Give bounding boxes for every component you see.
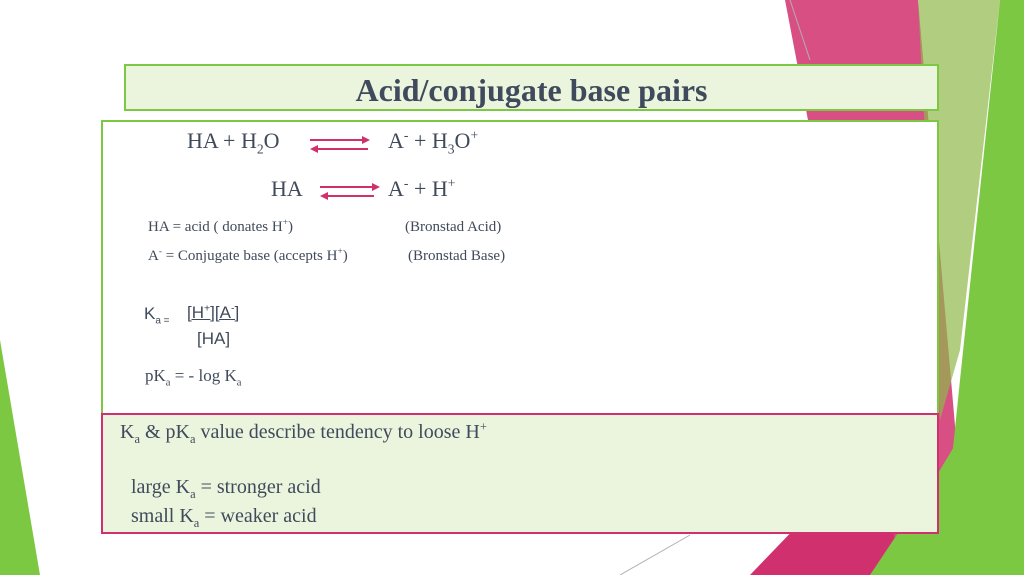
sum1-text: value describe tendency to loose H xyxy=(195,421,480,443)
def-base-plus: + xyxy=(337,247,343,257)
ka-numerator xyxy=(187,303,239,323)
ka-num-minus: - xyxy=(230,302,235,315)
eq1-rhs-o: O xyxy=(454,128,471,153)
eq1-rhs-h: + H xyxy=(408,128,448,153)
summary-line3 xyxy=(131,505,317,528)
equilibrium-arrows-1 xyxy=(308,136,372,154)
thin-line-bottom xyxy=(620,535,690,575)
summary-line1 xyxy=(120,421,487,444)
eq1-rhs-a: A xyxy=(388,128,404,153)
pka-formula xyxy=(145,366,242,389)
pka-sub-a2: a xyxy=(236,377,242,389)
sum1-sub2: a xyxy=(189,432,196,446)
eq1-rhs-sub3: 3 xyxy=(447,141,455,157)
left-green-shape xyxy=(0,340,40,575)
ka-num-plus: + xyxy=(204,302,211,315)
sum1-pk: & pK xyxy=(139,421,190,443)
ka-sub: a = xyxy=(155,315,170,327)
eq2-rhs-a: A xyxy=(388,176,404,201)
pka-pk: pK xyxy=(145,366,166,385)
def-base-a: A xyxy=(148,248,159,264)
eq1-lhs-text: HA + H xyxy=(187,128,257,153)
ka-denominator: [HA] xyxy=(197,329,231,348)
sum3-text: small K xyxy=(131,505,194,527)
pka-text: = - log K xyxy=(170,366,237,385)
definition-acid-label: (Bronstad Acid) xyxy=(405,219,502,235)
eq1-rhs-plus: + xyxy=(470,127,479,143)
summary-line2 xyxy=(131,476,321,499)
def-base-text: = Conjugate base (accepts H xyxy=(161,248,338,264)
ka-symbol xyxy=(144,304,170,327)
equation2-lhs: HA xyxy=(271,176,303,201)
definition-acid xyxy=(148,219,293,236)
sum3-sub: a xyxy=(193,516,200,530)
ka-num-close: ] xyxy=(234,303,240,322)
eq1-sub-2: 2 xyxy=(256,141,264,157)
slide-title: Acid/conjugate base pairs xyxy=(355,72,708,108)
def-acid-plus: + xyxy=(282,218,288,228)
title-box xyxy=(124,64,939,111)
eq2-rhs-minus: - xyxy=(403,175,409,191)
definition-base xyxy=(148,248,348,265)
sum3-rest: = weaker acid xyxy=(199,505,317,527)
def-acid-close: ) xyxy=(287,219,293,235)
definition-base-label: (Bronstad Base) xyxy=(408,248,506,264)
eq2-rhs-plus: + xyxy=(447,175,456,191)
ka-num-a: ][A xyxy=(210,303,231,322)
equation2-rhs xyxy=(388,176,455,202)
ka-k: K xyxy=(144,304,156,323)
eq1-rhs-minus: - xyxy=(403,127,409,143)
pka-sub-a: a xyxy=(165,377,171,389)
sum2-text: large K xyxy=(131,476,191,498)
equation1-rhs xyxy=(388,127,479,157)
def-base-close: ) xyxy=(342,248,348,264)
ka-num-h: [H xyxy=(187,303,204,322)
sum2-sub: a xyxy=(190,487,196,501)
sum1-k: K xyxy=(120,421,135,443)
def-base-minus: - xyxy=(158,247,162,257)
eq2-rhs-h: + H xyxy=(408,176,448,201)
equilibrium-arrows-2 xyxy=(318,183,382,201)
def-acid-text: HA = acid ( donates H xyxy=(148,219,283,235)
sum2-rest: = stronger acid xyxy=(195,476,321,498)
sum1-plus: + xyxy=(479,419,487,434)
sum1-sub: a xyxy=(134,432,140,446)
equation1-lhs xyxy=(187,128,280,157)
eq1-lhs-o: O xyxy=(263,128,280,153)
